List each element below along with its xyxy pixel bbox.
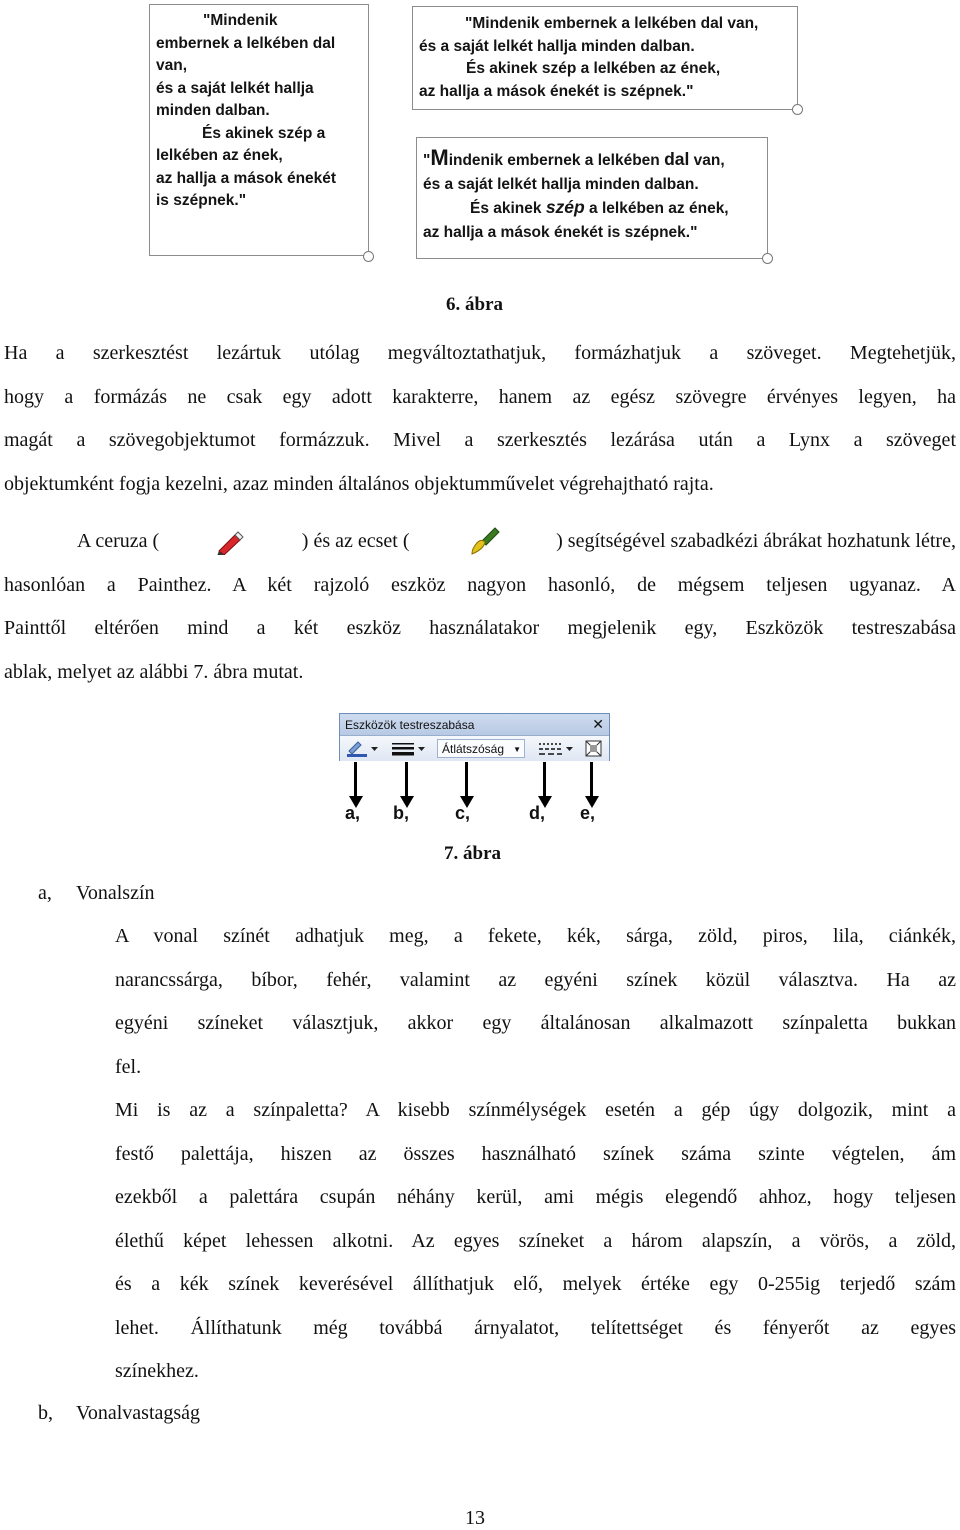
fig-text-bold: szép bbox=[545, 197, 585, 217]
page-number: 13 bbox=[465, 1507, 485, 1529]
fig-text-big: M bbox=[430, 145, 449, 170]
arrow-d bbox=[543, 762, 546, 798]
arrow-c bbox=[465, 762, 468, 798]
text-span: ) segítségével szabadkézi ábrákat hozhatunk létre, bbox=[556, 530, 956, 552]
fig-line: van, bbox=[156, 57, 188, 74]
fig-line bbox=[423, 146, 767, 173]
fig-line: is szépnek." bbox=[156, 192, 247, 209]
label-d: d, bbox=[529, 803, 545, 823]
text-line: Painttől eltérően mind a két eszköz használatakor megjelenik egy, Eszközök testreszabása bbox=[4, 617, 956, 639]
fig-line: minden dalban. bbox=[156, 102, 270, 119]
chevron-down-icon: ▼ bbox=[513, 745, 521, 754]
customize-tools-window bbox=[339, 713, 610, 761]
text-line: színekhez. bbox=[115, 1360, 199, 1382]
fig-line: "Mindenik embernek a lelkében dal van, bbox=[465, 15, 759, 32]
pattern-icon bbox=[584, 739, 604, 758]
close-icon[interactable]: ✕ bbox=[592, 717, 604, 733]
line-color-button[interactable] bbox=[345, 739, 381, 758]
list-marker: a, bbox=[38, 882, 52, 904]
window-title: Eszközök testreszabása bbox=[345, 718, 475, 732]
fig-text: indenik embernek a lelkében bbox=[448, 152, 665, 169]
fig-text-bold: dal bbox=[664, 149, 690, 169]
line-style-button[interactable] bbox=[536, 739, 576, 758]
text-line: Mi is az a színpaletta? A kisebb színmélységek esetén a gép úgy dolgozik, mint a bbox=[115, 1099, 956, 1121]
arrow-a bbox=[354, 762, 357, 798]
pencil-icon bbox=[215, 529, 245, 555]
line-width-icon bbox=[390, 739, 428, 758]
section-a-heading bbox=[38, 872, 155, 916]
paragraph-1 bbox=[4, 332, 956, 506]
text-line: hasonlóan a Painthez. A két rajzoló eszköz nagyon hasonló, de mégsem teljesen ugyanaz. A bbox=[4, 573, 956, 596]
fig-line: És akinek szép a lelkében az ének, bbox=[466, 60, 721, 77]
section-a-paragraph-1 bbox=[115, 915, 956, 1089]
label-e: e, bbox=[580, 803, 596, 823]
resize-handle-icon[interactable] bbox=[363, 251, 374, 262]
text-line: ablak, melyet az alábbi 7. ábra mutat. bbox=[4, 660, 304, 683]
fig-line: lelkében az ének, bbox=[156, 147, 283, 164]
arrow-b bbox=[405, 762, 408, 798]
arrow-e bbox=[590, 762, 593, 798]
fig-line: "Mindenik bbox=[203, 12, 278, 29]
fig-line bbox=[423, 196, 767, 221]
transparency-dropdown[interactable] bbox=[437, 739, 525, 758]
text-line: festő palettája, hiszen az összes használható színek száma szinte végtelen, ám bbox=[115, 1142, 956, 1165]
fig-text: " bbox=[423, 152, 431, 169]
figure6-text-box-right-bottom bbox=[416, 137, 768, 259]
text-line: ezekből a palettára csupán néhány kerül, ami mégis elegendő ahhoz, hogy teljesen bbox=[115, 1186, 956, 1208]
text-line: élethű képet lehessen alkotni. Az egyes színeket a három alapszín, a vörös, a zöld, bbox=[115, 1229, 956, 1252]
text-line: objektumként fogja kezelni, azaz minden általános objektumművelet végrehajtható rajta. bbox=[4, 472, 714, 495]
figure6-text-box-right-top bbox=[412, 6, 798, 110]
section-b-heading bbox=[38, 1392, 200, 1436]
label-c: c, bbox=[455, 803, 471, 823]
text-line bbox=[4, 520, 956, 564]
fig-line: és a saját lelkét hallja minden dalban. bbox=[423, 175, 699, 193]
line-width-button[interactable] bbox=[390, 739, 428, 758]
fig-line: És akinek szép a bbox=[202, 124, 326, 142]
label-a: a, bbox=[345, 803, 361, 823]
text-line: A vonal színét adhatjuk meg, a fekete, kék, sárga, zöld, piros, lila, ciánkék, bbox=[115, 925, 956, 947]
fig-line: és a saját lelkét hallja minden dalban. bbox=[419, 37, 695, 55]
fig-text: van, bbox=[689, 152, 725, 169]
resize-handle-icon[interactable] bbox=[792, 104, 803, 115]
figure7-caption: 7. ábra bbox=[444, 843, 501, 864]
resize-handle-icon[interactable] bbox=[762, 253, 773, 264]
fig-line: az hallja a mások énekét is szépnek." bbox=[419, 82, 694, 100]
fig-line: embernek a lelkében dal bbox=[156, 34, 336, 52]
section-title: Vonalszín bbox=[76, 882, 155, 904]
window-title-bar[interactable] bbox=[340, 714, 609, 736]
label-b: b, bbox=[393, 803, 409, 823]
section-a-paragraph-2 bbox=[115, 1089, 956, 1394]
text-line: Ha a szerkesztést lezártuk utólag megváltoztathatjuk, formázhatjuk a szöveget. Megtehetjük, bbox=[4, 342, 956, 364]
fig-line: az hallja a mások énekét bbox=[156, 169, 337, 187]
line-style-icon bbox=[536, 739, 576, 758]
text-span: ) és az ecset ( bbox=[301, 530, 410, 552]
section-title: Vonalvastagság bbox=[76, 1402, 201, 1424]
text-span: A ceruza ( bbox=[77, 530, 160, 552]
figure6-caption: 6. ábra bbox=[446, 294, 503, 315]
list-marker: b, bbox=[38, 1402, 53, 1424]
fig-text: a lelkében az ének, bbox=[584, 200, 729, 217]
toolbar-row bbox=[340, 736, 609, 761]
text-line: lehet. Állíthatunk még továbbá árnyalatot, telítettséget és fényerőt az egyes bbox=[115, 1316, 956, 1339]
text-line: fel. bbox=[115, 1055, 142, 1078]
line-color-icon bbox=[345, 739, 381, 758]
paragraph-2 bbox=[4, 520, 956, 694]
text-line: narancssárga, bíbor, fehér, valamint az egyéni színek közül választva. Ha az bbox=[115, 968, 956, 991]
text-line: hogy a formázás ne csak egy adott karakterre, hanem az egész szövegre érvényes legyen, ha bbox=[4, 385, 956, 408]
fig-text: És akinek bbox=[470, 200, 546, 217]
text-line: egyéni színeket választjuk, akkor egy általánosan alkalmazott színpaletta bukkan bbox=[115, 1012, 956, 1034]
fig-line: az hallja a mások énekét is szépnek." bbox=[423, 223, 698, 241]
transparency-label: Átlátszóság bbox=[442, 742, 505, 756]
text-line: és a kék színek keverésével állíthatjuk elő, melyek értéke egy 0-255ig terjedő szám bbox=[115, 1273, 956, 1295]
fig-line: és a saját lelkét hallja bbox=[156, 79, 314, 97]
figure6-text-box-left bbox=[149, 4, 369, 256]
text-line: magát a szövegobjektumot formázzuk. Mivel a szerkesztés lezárása után a Lynx a szöveget bbox=[4, 429, 956, 451]
brush-icon bbox=[466, 527, 500, 557]
pattern-button[interactable] bbox=[584, 739, 604, 758]
